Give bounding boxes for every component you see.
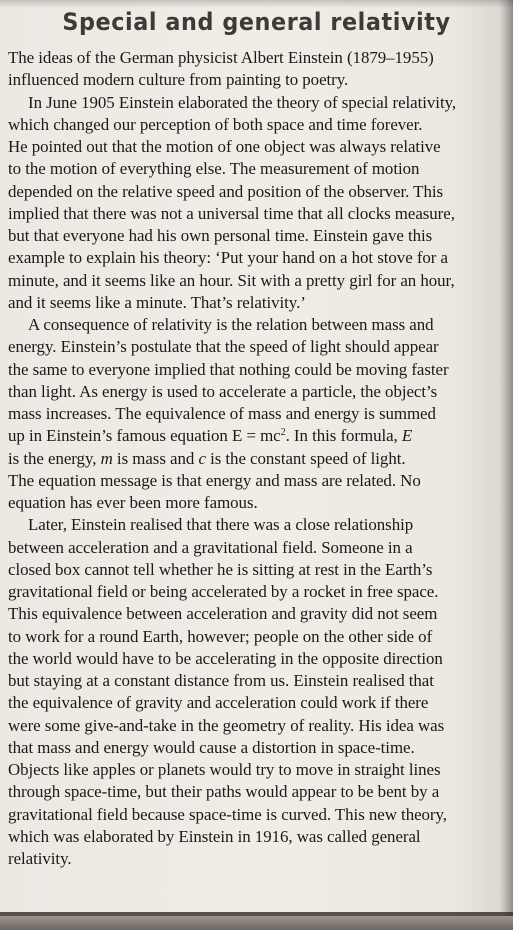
text-line: He pointed out that the motion of one object was always relative [8,137,441,156]
equation-line [8,425,500,447]
text-line: closed box cannot tell whether he is sitting at rest in the Earth’s [8,559,433,579]
equation-exponent: 2 [280,427,286,439]
text-line: through space-time, but their paths would appear to be bent by a [8,782,440,802]
text-line: between acceleration and a gravitational field. Someone in a [8,537,413,557]
equation-text: up in Einstein’s famous equation E = mc [8,426,281,446]
variables-line [8,448,500,470]
text-line: gravitational field because space-time is curved. This new theory, [8,804,447,824]
variable-c: c [198,448,206,468]
text-line: Later, Einstein realised that there was a close relationship [28,515,414,535]
page-title: Special and general relativity [62,8,451,36]
text-line: The equation message is that energy and mass are related. No [8,470,421,490]
text-line: implied that there was not a universal time that all clocks measure, [8,203,455,223]
article-body [8,47,500,870]
variables-suffix: is the constant speed of light. [205,448,406,468]
variables-middle: is mass and [112,448,199,468]
text-line: example to explain his theory: ‘Put your hand on a hot stove for a [8,248,448,268]
text-line: gravitational field or being accelerated by a rocket in free space. [8,582,439,601]
text-line: This equivalence between acceleration and gravity did not seem [8,604,438,624]
page-gutter-shadow [499,0,513,930]
text-line: mass increases. The equivalence of mass and energy is summed [8,404,436,423]
text-line: but staying at a constant distance from us. Einstein realised that [8,671,434,690]
paragraph-mass-energy [8,314,500,514]
text-line: equation has ever been more famous. [8,493,258,512]
paragraph-general-relativity [8,514,500,870]
paragraph-special-relativity [8,92,500,315]
text-line: that mass and energy would cause a distortion in space-time. [8,737,415,757]
text-line: were some give-and-take in the geometry of reality. His idea was [8,715,445,735]
variable-e: E [401,426,413,446]
variables-prefix: is the energy, [8,448,101,468]
text-line: energy. Einstein’s postulate that the speed of light should appear [8,337,439,357]
text-line: and it seems like a minute. That’s relativity.’ [8,292,306,312]
text-line: than light. As energy is used to accelerate a particle, the object’s [8,381,438,401]
text-line: to work for a round Earth, however; people on the other side of [8,626,433,646]
text-line: minute, and it seems like an hour. Sit with a pretty girl for an hour, [8,270,455,290]
page-bottom-edge [0,916,513,930]
text-line: In June 1905 Einstein elaborated the theory of special relativity, [28,92,457,112]
text-line: A consequence of relativity is the relation between mass and [28,315,434,334]
text-line: the same to everyone implied that nothing could be moving faster [8,359,449,379]
text-line: the world would have to be accelerating in the opposite direction [8,648,443,668]
text-line: the equivalence of gravity and acceleration could work if there [8,693,429,713]
text-line: Objects like apples or planets would try to move in straight lines [8,760,441,779]
text-line: The ideas of the German physicist Albert Einstein (1879–1955) [8,48,434,67]
text-line: relativity. [8,849,72,868]
variable-m: m [100,448,113,468]
text-line: but that everyone had his own personal time. Einstein gave this [8,226,433,245]
text-line: which was elaborated by Einstein in 1916, was called general [8,826,421,846]
text-line: depended on the relative speed and position of the observer. This [8,181,444,201]
text-line: to the motion of everything else. The measurement of motion [8,159,420,179]
text-line: which changed our perception of both space and time forever. [8,114,423,134]
paragraph-intro [8,47,500,92]
text-line: influenced modern culture from painting to poetry. [8,70,349,90]
equation-after: . In this formula, [285,426,402,446]
